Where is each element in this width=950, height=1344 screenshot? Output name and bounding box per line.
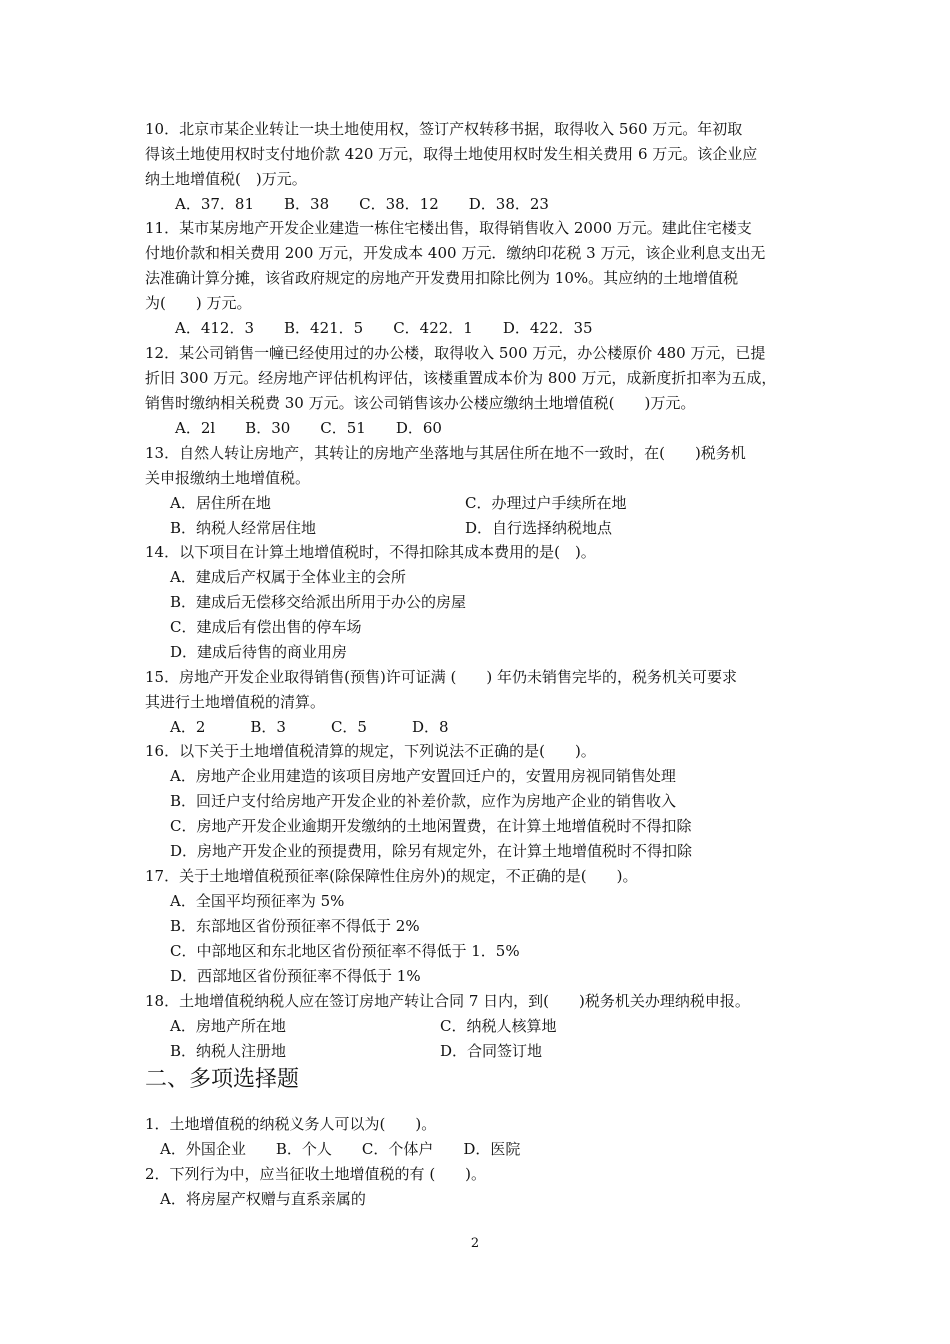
text-line: 18．土地增值税纳税人应在签订房地产转让合同 7 日内，到( )税务机关办理纳税申报。 bbox=[145, 992, 750, 1010]
text-line: A．2 B．3 C．5 D．8 bbox=[170, 718, 449, 736]
option-col2: D．合同签订地 bbox=[440, 1042, 543, 1060]
text-line: A．居住所在地 bbox=[170, 494, 271, 512]
text-line: 2．下列行为中，应当征收土地增值税的有 ( )。 bbox=[145, 1165, 487, 1183]
text-line: B．纳税人注册地 bbox=[170, 1042, 287, 1060]
option-col2: C．办理过户手续所在地 bbox=[465, 494, 627, 512]
text-line: 15．房地产开发企业取得销售(预售)许可证满 ( ) 年仍未销售完毕的，税务机关可要求 bbox=[145, 668, 738, 686]
text-line: B．东部地区省份预征率不得低于 2% bbox=[170, 917, 420, 935]
text-line: A．2l B．30 C．51 D．60 bbox=[175, 419, 442, 437]
text-line: D．建成后待售的商业用房 bbox=[170, 643, 348, 661]
text-line: 为( ) 万元。 bbox=[145, 294, 252, 312]
text-line: A．外国企业 B．个人 C．个体户 D．医院 bbox=[160, 1140, 521, 1158]
text-line: B．建成后无偿移交给派出所用于办公的房屋 bbox=[170, 593, 467, 611]
text-line: C．中部地区和东北地区省份预征率不得低于 1．5% bbox=[170, 942, 520, 960]
text-line: A．房地产企业用建造的该项目房地产安置回迁户的，安置用房视同销售处理 bbox=[170, 767, 676, 785]
text-line: A．房地产所在地 bbox=[170, 1017, 286, 1035]
text-line: 11．某市某房地产开发企业建造一栋住宅楼出售，取得销售收入 2000 万元。建此住宅楼支 bbox=[145, 219, 752, 237]
text-line: 付地价款和相关费用 200 万元，开发成本 400 万元．缴纳印花税 3 万元，该企业利息支出无 bbox=[145, 244, 766, 262]
text-line: 销售时缴纳相关税费 30 万元。该公司销售该办公楼应缴纳土地增值税( )万元。 bbox=[145, 394, 696, 412]
option-col2: C．纳税人核算地 bbox=[440, 1017, 557, 1035]
text-line: 得该土地使用权时支付地价款 420 万元，取得土地使用权时发生相关费用 6 万元。该企业应 bbox=[145, 145, 758, 163]
text-line: A．建成后产权属于全体业主的会所 bbox=[170, 568, 406, 586]
text-line: A．412．3 B．421．5 C．422．1 D．422．35 bbox=[175, 319, 593, 337]
text-line: 纳土地增值税( )万元。 bbox=[145, 170, 307, 188]
text-line: D．西部地区省份预征率不得低于 1% bbox=[170, 967, 421, 985]
text-line: C．建成后有偿出售的停车场 bbox=[170, 618, 362, 636]
page-number: 2 bbox=[470, 1236, 480, 1251]
text-line: 10．北京市某企业转让一块土地使用权，签订产权转移书据，取得收入 560 万元。年初取 bbox=[145, 120, 743, 138]
text-line: B．纳税人经常居住地 bbox=[170, 519, 317, 537]
text-line: C．房地产开发企业逾期开发缴纳的土地闲置费，在计算土地增值税时不得扣除 bbox=[170, 817, 692, 835]
text-line: D．房地产开发企业的预提费用，除另有规定外，在计算土地增值税时不得扣除 bbox=[170, 842, 693, 860]
text-line: 法准确计算分摊，该省政府规定的房地产开发费用扣除比例为 10%。其应纳的土地增值税 bbox=[145, 269, 739, 287]
text-line: 13．自然人转让房地产，其转让的房地产坐落地与其居住所在地不一致时，在( )税务机 bbox=[145, 444, 746, 462]
text-line: 关申报缴纳土地增值税。 bbox=[145, 469, 311, 487]
text-line: 16．以下关于土地增值税清算的规定，下列说法不正确的是( )。 bbox=[145, 742, 596, 760]
section-heading: 二、多项选择题 bbox=[145, 1067, 300, 1092]
text-line: 12．某公司销售一幢已经使用过的办公楼，取得收入 500 万元，办公楼原价 480 万元，已提 bbox=[145, 344, 766, 362]
text-line: A．将房屋产权赠与直系亲属的 bbox=[160, 1190, 366, 1208]
text-line: 17．关于土地增值税预征率(除保障性住房外)的规定，不正确的是( )。 bbox=[145, 867, 638, 885]
text-line: 折旧 300 万元。经房地产评估机构评估，该楼重置成本价为 800 万元，成新度折扣率为五成， bbox=[145, 369, 777, 387]
text-line: 1．土地增值税的纳税义务人可以为( )。 bbox=[145, 1115, 437, 1133]
text-line: B．回迁户支付给房地产开发企业的补差价款，应作为房地产企业的销售收入 bbox=[170, 792, 677, 810]
text-line: 14．以下项目在计算土地增值税时，不得扣除其成本费用的是( )。 bbox=[145, 543, 596, 561]
option-col2: D．自行选择纳税地点 bbox=[465, 519, 613, 537]
text-line: A．37．81 B．38 C．38．12 D．38．23 bbox=[175, 195, 549, 213]
text-line: 其进行土地增值税的清算。 bbox=[145, 693, 326, 711]
text-line: A．全国平均预征率为 5% bbox=[170, 892, 345, 910]
